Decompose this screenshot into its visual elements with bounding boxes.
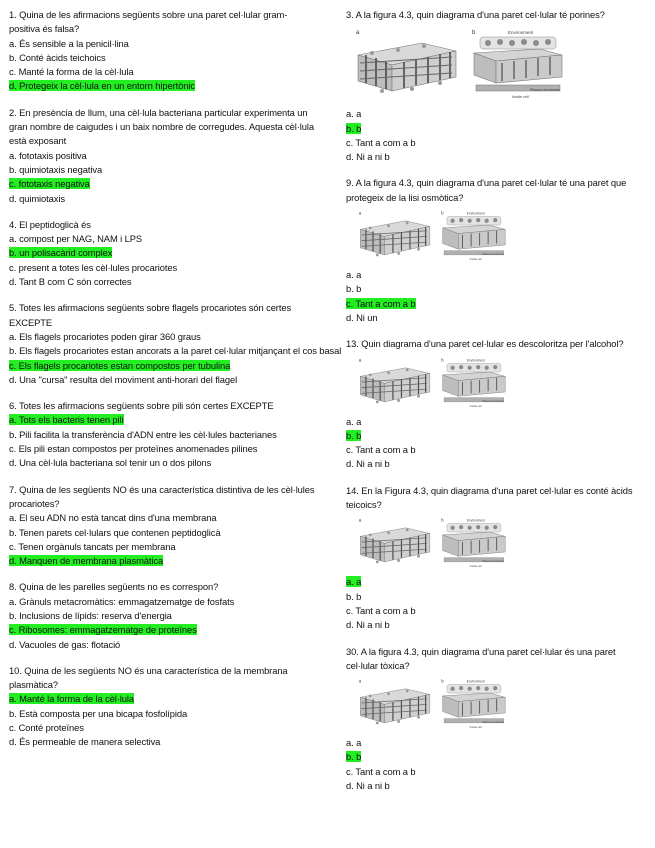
answer-option — [9, 275, 315, 289]
environment-label: Environment — [466, 518, 485, 523]
figure-4-3-diagram — [352, 208, 512, 262]
question-block — [9, 664, 315, 750]
answer-option-correct: d. Protegeix la cèl·lula en un entorn hipertònic — [9, 80, 195, 92]
environment-label: Environment — [466, 357, 485, 362]
plasma-membrane-label: Plasma membrane — [482, 560, 504, 564]
question-block — [9, 301, 342, 387]
answer-option-text: a. a — [346, 108, 362, 120]
panel-b-label: b — [472, 30, 476, 37]
answer-option — [9, 65, 315, 79]
diagram-panel-a — [359, 210, 430, 256]
environment-label: Environment — [466, 211, 485, 216]
answer-option-text: b. b — [346, 283, 362, 295]
answer-option-correct: a. a — [346, 576, 362, 588]
figure-4-3-diagram — [352, 515, 512, 569]
answer-option-text: a. fototaxis positiva — [9, 149, 87, 161]
answer-option — [346, 618, 638, 632]
question-stem: 5. Totes les afirmacions següents sobre flagels procariotes són certes EXCEPTE — [9, 302, 292, 328]
answer-option — [346, 750, 638, 764]
answer-option-text: d. Vacuoles de gas: flotació — [9, 638, 121, 650]
question-stem: 7. Quina de les següents NO és una característica distintiva de les cèl·lules procariotes? — [9, 483, 315, 509]
question-stem: 8. Quina de les parelles següents no es correspon? — [9, 581, 219, 593]
answer-option-correct: c. fototaxis negativa — [9, 178, 90, 190]
diagram-panel-b — [441, 518, 505, 568]
answer-option — [346, 443, 638, 457]
answer-option-correct: c. Tant a com a b — [346, 297, 416, 309]
panel-a-label: a — [356, 30, 360, 37]
answer-option — [346, 297, 638, 311]
answer-option — [9, 192, 315, 206]
question-block — [9, 218, 315, 289]
plasma-membrane-label: Plasma membrane — [530, 88, 561, 93]
inside-cell-label: Inside cell — [469, 404, 482, 408]
answer-option-text: c. Tant a com a b — [346, 604, 416, 616]
answer-option — [9, 163, 315, 177]
answer-option-text: a. Els flagels procariotes poden girar 360 graus — [9, 330, 201, 342]
answer-option-text: b. Pili facilita la transferència d'ADN entre les cèl·lules bacterianes — [9, 428, 277, 440]
plasma-membrane-label: Plasma membrane — [482, 399, 504, 403]
answer-option-text: b. quimiotaxis negativa — [9, 163, 103, 175]
question-stem: 10. Quina de les següents NO és una característica de la membrana plasmàtica? — [9, 664, 288, 691]
answer-option — [9, 177, 315, 191]
environment-label: Environment — [508, 30, 534, 36]
answer-option-text: a. És sensible a la penicil·lina — [9, 37, 129, 49]
answer-option — [9, 428, 315, 442]
answer-option-text: d. Una cèl·lula bacteriana sol tenir un o dos pilons — [9, 457, 212, 469]
answer-option-text: d. Ni a ni b — [346, 780, 390, 792]
figure-4-3-diagram — [352, 676, 512, 730]
answer-option-text: b. Conté àcids teichoics — [9, 51, 106, 63]
answer-option-correct: c. Ribosomes: emmagatzematge de proteïnes — [9, 624, 197, 636]
answer-option-text: a. Grànuls metacromàtics: emmagatzematge de fosfats — [9, 595, 235, 607]
answer-option-text: d. Ni a ni b — [346, 619, 390, 631]
diagram-panel-a — [359, 679, 430, 725]
question-block — [9, 399, 315, 470]
answer-option — [346, 311, 638, 325]
panel-a-label: a — [358, 678, 362, 684]
answer-option — [346, 429, 638, 443]
diagram-panel-b — [441, 357, 505, 407]
inside-cell-label: Inside cell — [512, 95, 529, 100]
answer-option-text: b. b — [346, 590, 362, 602]
diagram-panel-b — [441, 679, 505, 729]
answer-option — [9, 609, 315, 623]
panel-a-label: a — [358, 210, 362, 216]
inside-cell-label: Inside cell — [469, 257, 482, 261]
answer-option-text: d. Ni a ni b — [346, 151, 390, 163]
diagram-panel-a — [359, 518, 430, 564]
answer-option — [9, 526, 315, 540]
answer-option-text: a. a — [346, 269, 362, 281]
answer-option-text: c. Conté proteïnes — [9, 722, 84, 734]
answer-option — [346, 107, 638, 121]
answer-option-text: c. present a totes les cèl·lules procariotes — [9, 261, 178, 273]
answer-option — [9, 692, 315, 706]
answer-option-correct: b. b — [346, 429, 362, 441]
right-column — [346, 8, 638, 805]
question-block — [9, 483, 315, 569]
question-block — [9, 580, 315, 651]
diagram-panel-a — [356, 30, 456, 93]
answer-option — [346, 415, 638, 429]
answer-option — [9, 707, 315, 721]
answer-option-correct: a. Tots els bacteris tenen pili — [9, 414, 124, 426]
answer-option-text: c. Els pili estan compostos per proteïnes anomenades pilines — [9, 443, 258, 455]
question-stem: 4. El peptidoglicà és — [9, 218, 91, 230]
answer-option — [9, 540, 315, 554]
answer-option-text: b. Tenen parets cel·lulars que contenen peptidoglicà — [9, 526, 221, 538]
answer-option — [9, 442, 315, 456]
environment-label: Environment — [466, 679, 485, 684]
answer-option — [9, 79, 315, 93]
answer-option — [346, 122, 638, 136]
answer-option — [346, 736, 638, 750]
question-block — [9, 8, 315, 94]
answer-option — [9, 721, 315, 735]
answer-option-correct: c. Els flagels procariotes estan compostos per tubulina — [9, 359, 231, 371]
answer-option — [9, 554, 315, 568]
question-stem: 30. A la figura 4.3, quin diagrama d'una paret cel·lular és una paret cel·lular tòxica? — [346, 645, 616, 671]
answer-option — [9, 359, 315, 373]
answer-option-correct: b. un polisacàrid complex — [9, 247, 113, 259]
answer-option-text: d. Ni a ni b — [346, 458, 390, 470]
answer-option — [9, 413, 315, 427]
panel-a-label: a — [358, 356, 362, 362]
question-stem: 2. En presència de llum, una cèl·lula bacteriana particular experimenta un gran nombre de caigudes i un baix nombre de corregudes. Aquesta cèl·lula està exposant — [9, 106, 314, 147]
answer-option-correct: b. b — [346, 122, 362, 134]
question-block — [346, 8, 638, 164]
figure-4-3-diagram — [352, 25, 566, 101]
answer-option — [346, 268, 638, 282]
answer-option-text: d. Tant B com C són correctes — [9, 276, 132, 288]
answer-option-correct: b. b — [346, 751, 362, 763]
answer-option — [9, 638, 315, 652]
inside-cell-label: Inside cell — [469, 725, 482, 729]
answer-option — [346, 779, 638, 793]
answer-option-text: d. És permeable de manera selectiva — [9, 736, 161, 748]
left-column — [9, 8, 342, 762]
answer-option-text: b. Inclusions de lípids: reserva d'energia — [9, 609, 172, 621]
answer-option — [346, 136, 638, 150]
answer-option — [346, 575, 638, 589]
answer-option-text: d. Una "cursa" resulta del moviment anti-horari del flagel — [9, 373, 238, 385]
answer-option — [9, 232, 315, 246]
question-stem: 6. Totes les afirmacions següents sobre pili són certes EXCEPTE — [9, 400, 274, 412]
answer-option — [9, 511, 315, 525]
answer-option — [9, 37, 315, 51]
answer-option-correct: a. Manté la forma de la cèl·lula — [9, 693, 134, 705]
answer-option — [9, 261, 315, 275]
answer-option — [9, 373, 315, 387]
panel-b-label: b — [441, 210, 444, 216]
question-stem: 9. A la figura 4.3, quin diagrama d'una paret cel·lular té una paret que protegeix de la lisi osmòtica? — [346, 177, 627, 203]
diagram-panel-a — [359, 357, 430, 403]
question-stem: 3. A la figura 4.3, quin diagrama d'una paret cel·lular té porines? — [346, 9, 605, 20]
answer-option — [346, 457, 638, 471]
answer-option — [9, 330, 315, 344]
diagram-panel-b — [441, 210, 505, 260]
answer-option — [9, 595, 315, 609]
answer-option-text: a. El seu ADN no està tancat dins d'una membrana — [9, 512, 217, 524]
answer-option-text: c. Tenen orgànuls tancats per membrana — [9, 540, 176, 552]
question-stem: 1. Quina de les afirmacions següents sobre una paret cel·lular gram-positiva és falsa? — [9, 9, 288, 35]
question-block — [346, 645, 638, 794]
question-stem: 14. En la Figura 4.3, quin diagrama d'una paret cel·lular es conté àcids teicoics? — [346, 484, 633, 511]
answer-option-text: a. a — [346, 415, 362, 427]
answer-option-text: a. a — [346, 737, 362, 749]
question-stem: 13. Quin diagrama d'una paret cel·lular es descoloritza per l'alcohol? — [346, 338, 624, 350]
answer-option-text: b. Els flagels procariotes estan ancorats a la paret cel·lular mitjançant el cos basal — [9, 345, 342, 357]
panel-b-label: b — [441, 678, 444, 684]
panel-b-label: b — [441, 356, 444, 362]
answer-option-text: b. Està composta per una bicapa fosfolípida — [9, 707, 188, 719]
plasma-membrane-label: Plasma membrane — [482, 252, 504, 256]
diagram-panel-b — [472, 30, 562, 99]
answer-option — [9, 344, 342, 358]
question-block — [346, 176, 638, 325]
answer-option — [9, 51, 315, 65]
answer-option — [9, 735, 315, 749]
figure-4-3-diagram — [352, 355, 512, 409]
answer-option — [9, 456, 315, 470]
question-block — [346, 337, 638, 471]
answer-option — [346, 604, 638, 618]
question-block — [346, 484, 638, 633]
panel-a-label: a — [358, 517, 362, 523]
answer-option-correct: d. Manquen de membrana plasmàtica — [9, 555, 164, 567]
inside-cell-label: Inside cell — [469, 565, 482, 569]
answer-option — [9, 623, 315, 637]
answer-option — [9, 246, 315, 260]
answer-option-text: c. Manté la forma de la cèl·lula — [9, 66, 134, 78]
answer-option — [346, 150, 638, 164]
answer-option — [346, 765, 638, 779]
answer-option-text: c. Tant a com a b — [346, 136, 416, 148]
plasma-membrane-label: Plasma membrane — [482, 721, 504, 725]
answer-option — [346, 282, 638, 296]
panel-b-label: b — [441, 517, 444, 523]
answer-option-text: a. compost per NAG, NAM i LPS — [9, 233, 143, 245]
answer-option-text: c. Tant a com a b — [346, 444, 416, 456]
answer-option — [9, 149, 315, 163]
answer-option-text: d. Ni un — [346, 311, 378, 323]
answer-option-text: d. quimiotaxis — [9, 192, 65, 204]
answer-option — [346, 590, 638, 604]
answer-option-text: c. Tant a com a b — [346, 765, 416, 777]
question-block — [9, 106, 315, 206]
